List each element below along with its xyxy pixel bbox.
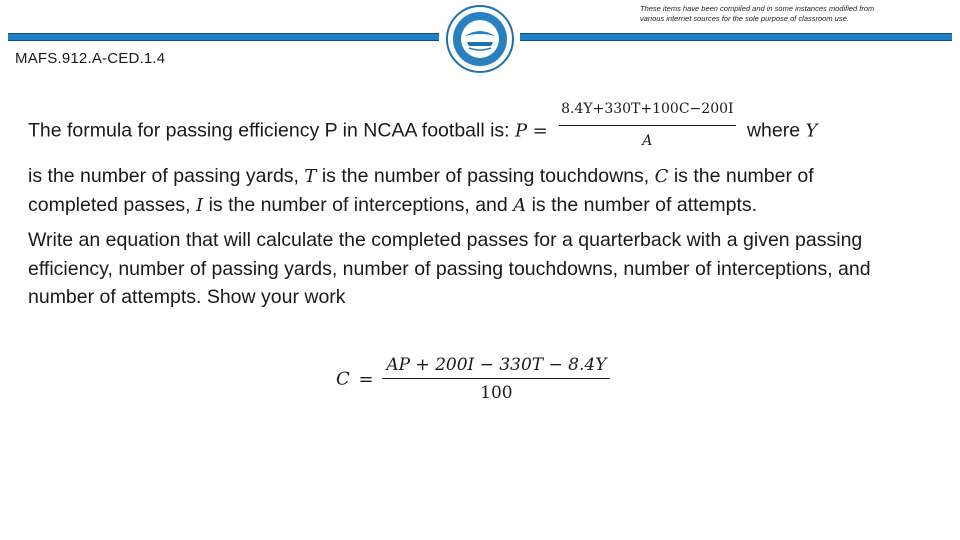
answer-equals: = [358,368,374,390]
answer-lhs: C [336,368,350,390]
disclaimer-line-2: various internet sources for the sole purpose of classroom use. [640,14,849,23]
formula-equals: = [532,120,548,142]
text-number-of: is the number of [673,165,814,187]
variable-y: Y [805,120,818,142]
school-seal-logo [445,4,515,74]
text-interceptions: is the number of interceptions, and [208,194,508,216]
variable-c: C [654,166,669,187]
task-statement: Write an equation that will calculate the completed passes for a quarterback with a given passing efficiency, number of passing yards, number of passing touchdowns, number of interceptions, and number of attempts. Show your work [28,229,871,308]
text-touchdowns: is the number of passing touchdowns, [321,165,650,187]
problem-intro: The formula for passing efficiency P in NCAA football is: [28,119,510,142]
answer-equation [336,355,610,403]
problem-statement [28,101,928,220]
formula-fraction [559,95,735,156]
variable-t: T [304,166,317,187]
formula-numerator: 8.4Y+330T+100C−200I [559,95,735,126]
disclaimer [640,4,940,24]
disclaimer-line-1: These items have been compiled and in some instances modified from [640,4,875,13]
variable-i: I [196,195,204,216]
variable-a: A [513,195,527,216]
text-completed: completed passes, [28,194,191,216]
formula-lhs: P [515,120,528,142]
header-bar-right [520,33,952,41]
text-attempts: is the number of attempts. [531,194,758,216]
standard-code: MAFS.912.A-CED.1.4 [15,50,166,67]
answer-denominator: 100 [480,383,513,403]
answer-fraction [382,355,610,403]
answer-numerator: AP + 200I − 330T − 8.4Y [382,355,610,379]
formula-denominator: A [642,133,653,149]
header-bar-left [8,33,439,41]
text-yards: is the number of passing yards, [28,165,299,187]
where-word: where [746,119,801,142]
